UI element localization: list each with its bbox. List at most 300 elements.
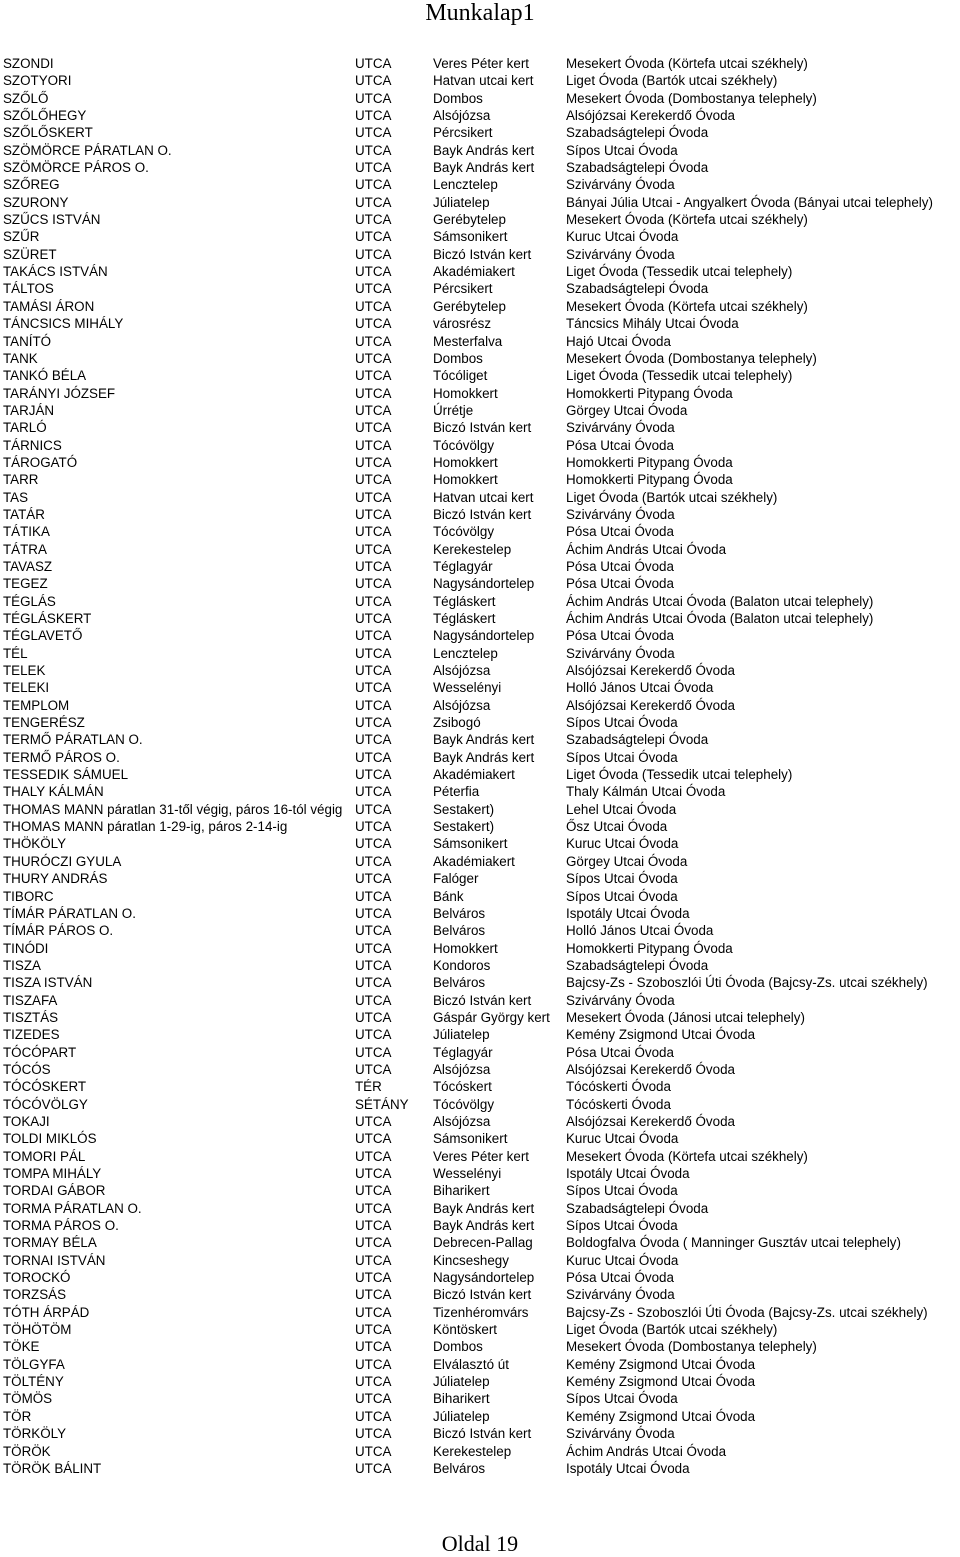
kindergarten-cell: Pósa Utcai Óvoda [566,524,674,540]
street-type-cell: UTCA [355,1374,392,1390]
district-cell: Veres Péter kert [433,56,530,71]
table-row [0,142,960,159]
district-cell: Júliatelep [433,1408,490,1424]
district-cell: Nagysándortelep [433,1270,535,1286]
street-type-cell: UTCA [355,697,392,713]
kindergarten-cell: Ispotály Utcai Óvoda [566,905,690,921]
district-cell: Alsójózsa [433,1061,491,1077]
kindergarten-cell: Mesekert Óvoda (Dombostanya telephely) [566,1339,817,1355]
street-table [0,55,960,1477]
district-cell: Veres Péter kert [433,1148,530,1164]
district-cell: Biharikert [433,1391,490,1407]
table-row [0,367,960,384]
street-name-cell: TÉGLAVETŐ [3,628,83,644]
street-name-cell: TÖRÖK BÁLINT [3,1460,102,1476]
street-type-cell: UTCA [355,645,392,661]
street-name-cell: TERMŐ PÁRATLAN O. [3,732,143,748]
street-name-cell: SZURONY [3,194,69,210]
district-cell: Júliatelep [433,1374,490,1390]
street-name-cell: TÁROGATÓ [3,454,78,470]
table-row [0,575,960,592]
street-type-cell: UTCA [355,1426,392,1442]
street-name-cell: SZŐREG [3,177,60,193]
street-type-cell: UTCA [355,1113,392,1129]
kindergarten-cell: Kuruc Utcai Óvoda [566,1131,679,1147]
kindergarten-cell: Szivárvány Óvoda [566,177,675,193]
street-type-cell: UTCA [355,767,392,783]
table-row [0,1200,960,1217]
street-type-cell: UTCA [355,1166,392,1181]
street-name-cell: TANKÓ BÉLA [3,368,87,384]
kindergarten-cell: Ősz Utcai Óvoda [566,819,668,835]
street-type-cell: UTCA [355,402,392,418]
table-row [0,437,960,454]
street-name-cell: TÖR [3,1408,32,1424]
kindergarten-cell: Holló János Utcai Óvoda [566,923,714,939]
street-name-cell: TOKAJI [3,1113,50,1129]
kindergarten-cell: Szivárvány Óvoda [566,506,675,522]
street-type-cell: UTCA [355,923,392,939]
kindergarten-cell: Bajcsy-Zs - Szoboszlói Úti Óvoda (Bajcsy-Zs. utcai székhely) [566,1304,928,1320]
kindergarten-cell: Liget Óvoda (Tessedik utcai telephely) [566,767,793,783]
table-row [0,350,960,367]
kindergarten-cell: Mesekert Óvoda (Körtefa utcai székhely) [566,298,808,314]
table-row [0,176,960,193]
kindergarten-cell: Áchim András Utcai Óvoda (Balaton utcai telephely) [566,611,874,626]
street-name-cell: THOMAS MANN páratlan 31-től végig, páros 16-tól végig [3,801,343,817]
district-cell: Debrecen-Pallag [433,1235,533,1251]
street-type-cell: UTCA [355,1391,392,1407]
street-type-cell: UTCA [355,281,392,297]
kindergarten-cell: Mesekert Óvoda (Dombostanya telephely) [566,90,817,106]
district-cell: Bayk András kert [433,749,535,765]
street-name-cell: TAMÁSI ÁRON [3,298,95,314]
table-row [0,454,960,471]
street-name-cell: TÍMÁR PÁROS O. [3,923,114,939]
street-name-cell: TÓCÓPART [3,1044,77,1060]
street-name-cell: TÁNCSICS MIHÁLY [3,316,124,332]
table-row [0,333,960,350]
street-name-cell: TOMORI PÁL [3,1148,86,1164]
street-type-cell: UTCA [355,385,392,401]
street-type-cell: UTCA [355,90,392,106]
street-name-cell: TEGEZ [3,576,48,592]
district-cell: Belváros [433,1460,486,1476]
table-row [0,818,960,835]
table-row [0,1026,960,1043]
kindergarten-cell: Ispotály Utcai Óvoda [566,1166,690,1181]
district-cell: Alsójózsa [433,108,491,124]
street-type-cell: UTCA [355,420,392,436]
street-type-cell: UTCA [355,732,392,748]
street-type-cell: UTCA [355,940,392,956]
district-cell: Biczó István kert [433,506,532,522]
street-name-cell: TÖKE [3,1339,40,1355]
table-row [0,523,960,540]
street-type-cell: UTCA [355,194,392,210]
table-row [0,870,960,887]
district-cell: Falóger [433,871,479,887]
street-type-cell: UTCA [355,576,392,592]
table-row [0,922,960,939]
table-row [0,402,960,419]
kindergarten-cell: Sípos Utcai Óvoda [566,1183,678,1199]
table-row [0,211,960,228]
kindergarten-cell: Liget Óvoda (Tessedik utcai telephely) [566,368,793,384]
kindergarten-cell: Szabadságtelepi Óvoda [566,125,709,141]
street-type-cell: UTCA [355,1131,392,1147]
district-cell: Bayk András kert [433,1200,535,1216]
kindergarten-cell: Szivárvány Óvoda [566,1287,675,1303]
kindergarten-cell: Tócóskerti Óvoda [566,1096,671,1112]
street-name-cell: SZÖMÖRCE PÁRATLAN O. [3,142,172,158]
table-row [0,1096,960,1113]
kindergarten-cell: Lehel Utcai Óvoda [566,801,677,817]
street-type-cell: UTCA [355,229,392,245]
table-row [0,1061,960,1078]
kindergarten-cell: Szabadságtelepi Óvoda [566,281,709,297]
kindergarten-cell: Görgey Utcai Óvoda [566,402,688,418]
table-row [0,801,960,818]
street-name-cell: TÁTRA [3,541,47,557]
table-row [0,506,960,523]
kindergarten-cell: Szabadságtelepi Óvoda [566,732,709,748]
street-name-cell: TÓTH ÁRPÁD [3,1304,90,1320]
district-cell: Homokkert [433,472,498,488]
kindergarten-cell: Pósa Utcai Óvoda [566,558,674,574]
street-type-cell: UTCA [355,524,392,540]
table-row [0,645,960,662]
street-type-cell: UTCA [355,1044,392,1060]
street-name-cell: TESSEDIK SÁMUEL [3,767,129,783]
street-name-cell: SZÜRET [3,246,57,262]
street-type-cell: UTCA [355,142,392,158]
table-row [0,72,960,89]
district-cell: Nagysándortelep [433,576,535,592]
kindergarten-cell: Boldogfalva Óvoda ( Manninger Gusztáv utcai telephely) [566,1235,901,1251]
kindergarten-cell: Kuruc Utcai Óvoda [566,1252,679,1268]
street-name-cell: THÖKÖLY [3,836,66,852]
table-row [0,1373,960,1390]
kindergarten-cell: Kemény Zsigmond Utcai Óvoda [566,1408,756,1424]
street-name-cell: SZÖMÖRCE PÁROS O. [3,160,149,176]
street-type-cell: UTCA [355,1009,392,1025]
street-name-cell: TORDAI GÁBOR [3,1183,106,1199]
street-name-cell: TARÁNYI JÓZSEF [3,385,116,401]
street-type-cell: UTCA [355,1408,392,1424]
district-cell: Sestakert) [433,819,495,835]
district-cell: Lencztelep [433,645,498,661]
street-name-cell: TISZA [3,957,41,973]
district-cell: Biharikert [433,1183,490,1199]
district-cell: Belváros [433,975,486,991]
street-type-cell: UTCA [355,472,392,488]
street-type-cell: TÉR [355,1079,382,1095]
street-name-cell: TANK [3,350,38,366]
district-cell: Júliatelep [433,194,490,210]
district-cell: Akadémiakert [433,853,515,869]
district-cell: Wesselényi [433,680,502,696]
district-cell: Téglagyár [433,1044,493,1060]
street-name-cell: TÉL [3,645,28,661]
table-row [0,697,960,714]
street-name-cell: TEMPLOM [3,697,70,713]
district-cell: Homokkert [433,940,498,956]
table-row [0,992,960,1009]
table-row [0,246,960,263]
kindergarten-cell: Mesekert Óvoda (Körtefa utcai székhely) [566,56,808,71]
street-type-cell: UTCA [355,125,392,141]
street-name-cell: TÁTIKA [3,524,50,540]
kindergarten-cell: Pósa Utcai Óvoda [566,628,674,644]
street-name-cell: TÉGLÁS [3,593,56,609]
street-name-cell: TÓCÓVÖLGY [3,1096,88,1112]
district-cell: Tócóskert [433,1079,492,1095]
table-row [0,541,960,558]
district-cell: Péterfia [433,784,480,800]
kindergarten-cell: Homokkerti Pitypang Óvoda [566,385,733,401]
table-row [0,419,960,436]
street-type-cell: UTCA [355,246,392,262]
table-row [0,1425,960,1442]
district-cell: Belváros [433,923,486,939]
kindergarten-cell: Pósa Utcai Óvoda [566,437,674,453]
kindergarten-cell: Pósa Utcai Óvoda [566,1044,674,1060]
street-name-cell: TENGERÉSZ [3,715,85,731]
district-cell: Bánk [433,888,464,904]
kindergarten-cell: Szivárvány Óvoda [566,645,675,661]
kindergarten-cell: Alsójózsai Kerekerdő Óvoda [566,697,735,713]
street-type-cell: UTCA [355,1443,392,1459]
street-type-cell: UTCA [355,628,392,644]
street-type-cell: UTCA [355,957,392,973]
district-cell: Tócóliget [433,368,488,384]
table-row [0,627,960,644]
street-type-cell: UTCA [355,992,392,1008]
street-type-cell: UTCA [355,819,392,835]
street-name-cell: TÉGLÁSKERT [3,611,92,626]
kindergarten-cell: Ispotály Utcai Óvoda [566,1460,690,1476]
table-row [0,385,960,402]
street-name-cell: TAVASZ [3,558,53,574]
page-number: Oldal 19 [441,1531,519,1556]
street-name-cell: SZŐLŐ [3,90,49,106]
district-cell: Sámsonikert [433,1131,508,1147]
street-type-cell: UTCA [355,1339,392,1355]
kindergarten-cell: Alsójózsai Kerekerdő Óvoda [566,1113,735,1129]
street-name-cell: THURY ANDRÁS [3,871,108,887]
street-type-cell: UTCA [355,333,392,349]
table-row [0,1234,960,1251]
district-cell: Bayk András kert [433,160,535,176]
kindergarten-cell: Kemény Zsigmond Utcai Óvoda [566,1374,756,1390]
table-row [0,957,960,974]
kindergarten-cell: Pósa Utcai Óvoda [566,576,674,592]
district-cell: Tizenhéromvárs [433,1304,529,1320]
table-row [0,263,960,280]
street-type-cell: UTCA [355,784,392,800]
kindergarten-cell: Thaly Kálmán Utcai Óvoda [566,784,726,800]
kindergarten-cell: Holló János Utcai Óvoda [566,680,714,696]
table-row [0,905,960,922]
street-type-cell: UTCA [355,1287,392,1303]
table-row [0,835,960,852]
district-cell: Biczó István kert [433,1426,532,1442]
table-row [0,107,960,124]
street-name-cell: TELEKI [3,680,50,696]
street-type-cell: UTCA [355,801,392,817]
district-cell: Alsójózsa [433,663,491,679]
table-row [0,1113,960,1130]
kindergarten-cell: Liget Óvoda (Bartók utcai székhely) [566,489,778,505]
street-name-cell: THURÓCZI GYULA [3,853,122,869]
table-row [0,489,960,506]
district-cell: Tócóvölgy [433,437,495,453]
table-row [0,1408,960,1425]
street-name-cell: TÖMÖS [3,1391,53,1407]
street-name-cell: TISZA ISTVÁN [3,975,93,991]
kindergarten-cell: Homokkerti Pitypang Óvoda [566,472,733,488]
district-cell: Hatvan utcai kert [433,73,534,89]
kindergarten-cell: Kuruc Utcai Óvoda [566,836,679,852]
kindergarten-cell: Liget Óvoda (Bartók utcai székhely) [566,73,778,89]
district-cell: Dombos [433,1339,483,1355]
table-row [0,974,960,991]
street-type-cell: UTCA [355,541,392,557]
district-cell: Gáspár György kert [433,1009,550,1025]
kindergarten-cell: Görgey Utcai Óvoda [566,853,688,869]
street-name-cell: TINÓDI [3,940,49,956]
table-row [0,1078,960,1095]
street-name-cell: TÖHÖTÖM [3,1322,72,1338]
street-name-cell: SZOTYORI [3,73,72,89]
street-type-cell: UTCA [355,715,392,731]
street-type-cell: UTCA [355,264,392,280]
street-type-cell: UTCA [355,160,392,176]
street-name-cell: TÁRNICS [3,437,62,453]
district-cell: Dombos [433,350,483,366]
street-type-cell: UTCA [355,73,392,89]
kindergarten-cell: Hajó Utcai Óvoda [566,333,671,349]
street-type-cell: UTCA [355,871,392,887]
district-cell: Pércsikert [433,281,493,297]
kindergarten-cell: Homokkerti Pitypang Óvoda [566,940,733,956]
street-type-cell: UTCA [355,1027,392,1043]
table-row [0,679,960,696]
street-name-cell: TORZSÁS [3,1287,66,1303]
district-cell: Tégláskert [433,593,496,609]
district-cell: Mesterfalva [433,333,503,349]
street-name-cell: TIZEDES [3,1027,60,1043]
street-name-cell: THOMAS MANN páratlan 1-29-ig, páros 2-14-ig [3,819,288,835]
kindergarten-cell: Sípos Utcai Óvoda [566,749,678,765]
street-type-cell: UTCA [355,1304,392,1320]
district-cell: Kondoros [433,957,491,973]
table-row [0,124,960,141]
district-cell: Kincseshegy [433,1252,509,1268]
table-row [0,1304,960,1321]
district-cell: Alsójózsa [433,1113,491,1129]
kindergarten-cell: Szivárvány Óvoda [566,246,675,262]
kindergarten-cell: Bajcsy-Zs - Szoboszlói Úti Óvoda (Bajcsy-Zs. utcai székhely) [566,975,928,991]
street-type-cell: UTCA [355,1270,392,1286]
street-name-cell: TÖLGYFA [3,1356,65,1372]
table-row [0,1148,960,1165]
street-name-cell: TAKÁCS ISTVÁN [3,264,108,280]
district-cell: Bayk András kert [433,1218,535,1234]
table-row [0,1460,960,1477]
street-type-cell: UTCA [355,350,392,366]
district-cell: Tégláskert [433,611,496,626]
street-name-cell: TATÁR [3,506,45,522]
table-row [0,90,960,107]
street-name-cell: TÓCÓS [3,1061,51,1077]
kindergarten-cell: Kemény Zsigmond Utcai Óvoda [566,1027,756,1043]
table-row [0,1009,960,1026]
table-row [0,1217,960,1234]
street-type-cell: SÉTÁNY [355,1096,409,1112]
street-type-cell: UTCA [355,56,392,71]
street-type-cell: UTCA [355,316,392,332]
kindergarten-cell: Bányai Júlia Utcai - Angyalkert Óvoda (Bányai utcai telephely) [566,194,933,210]
district-cell: Nagysándortelep [433,628,535,644]
street-type-cell: UTCA [355,506,392,522]
kindergarten-cell: Szabadságtelepi Óvoda [566,160,709,176]
kindergarten-cell: Szabadságtelepi Óvoda [566,1200,709,1216]
kindergarten-cell: Sípos Utcai Óvoda [566,142,678,158]
kindergarten-cell: Szivárvány Óvoda [566,1426,675,1442]
street-name-cell: TARR [3,472,39,488]
table-row [0,1338,960,1355]
street-name-cell: SZŰR [3,229,40,245]
table-row [0,558,960,575]
district-cell: Belváros [433,905,486,921]
district-cell: Akadémiakert [433,767,515,783]
street-type-cell: UTCA [355,1460,392,1476]
street-type-cell: UTCA [355,680,392,696]
table-row [0,783,960,800]
district-cell: Júliatelep [433,1027,490,1043]
street-name-cell: TOMPA MIHÁLY [3,1166,102,1181]
street-name-cell: TÓCÓSKERT [3,1079,87,1095]
street-name-cell: TÖLTÉNY [3,1374,64,1390]
street-type-cell: UTCA [355,1252,392,1268]
kindergarten-cell: Liget Óvoda (Bartók utcai székhely) [566,1322,778,1338]
kindergarten-cell: Tócóskerti Óvoda [566,1079,671,1095]
kindergarten-cell: Sípos Utcai Óvoda [566,888,678,904]
district-cell: Pércsikert [433,125,493,141]
table-row [0,1269,960,1286]
district-cell: Akadémiakert [433,264,515,280]
table-row [0,1321,960,1338]
street-name-cell: TÖRÖK [3,1443,51,1459]
kindergarten-cell: Sípos Utcai Óvoda [566,715,678,731]
street-name-cell: TÍMÁR PÁRATLAN O. [3,905,136,921]
district-cell: Elválasztó út [433,1356,509,1372]
kindergarten-cell: Áchim András Utcai Óvoda (Balaton utcai telephely) [566,593,874,609]
district-cell: Biczó István kert [433,992,532,1008]
street-type-cell: UTCA [355,1061,392,1077]
street-name-cell: TÖRKÖLY [3,1426,66,1442]
table-row [0,228,960,245]
table-row [0,610,960,627]
district-cell: Gerébytelep [433,212,506,228]
street-type-cell: UTCA [355,749,392,765]
district-cell: Úrrétje [433,402,474,418]
district-cell: Lencztelep [433,177,498,193]
street-type-cell: UTCA [355,593,392,609]
kindergarten-cell: Mesekert Óvoda (Dombostanya telephely) [566,350,817,366]
